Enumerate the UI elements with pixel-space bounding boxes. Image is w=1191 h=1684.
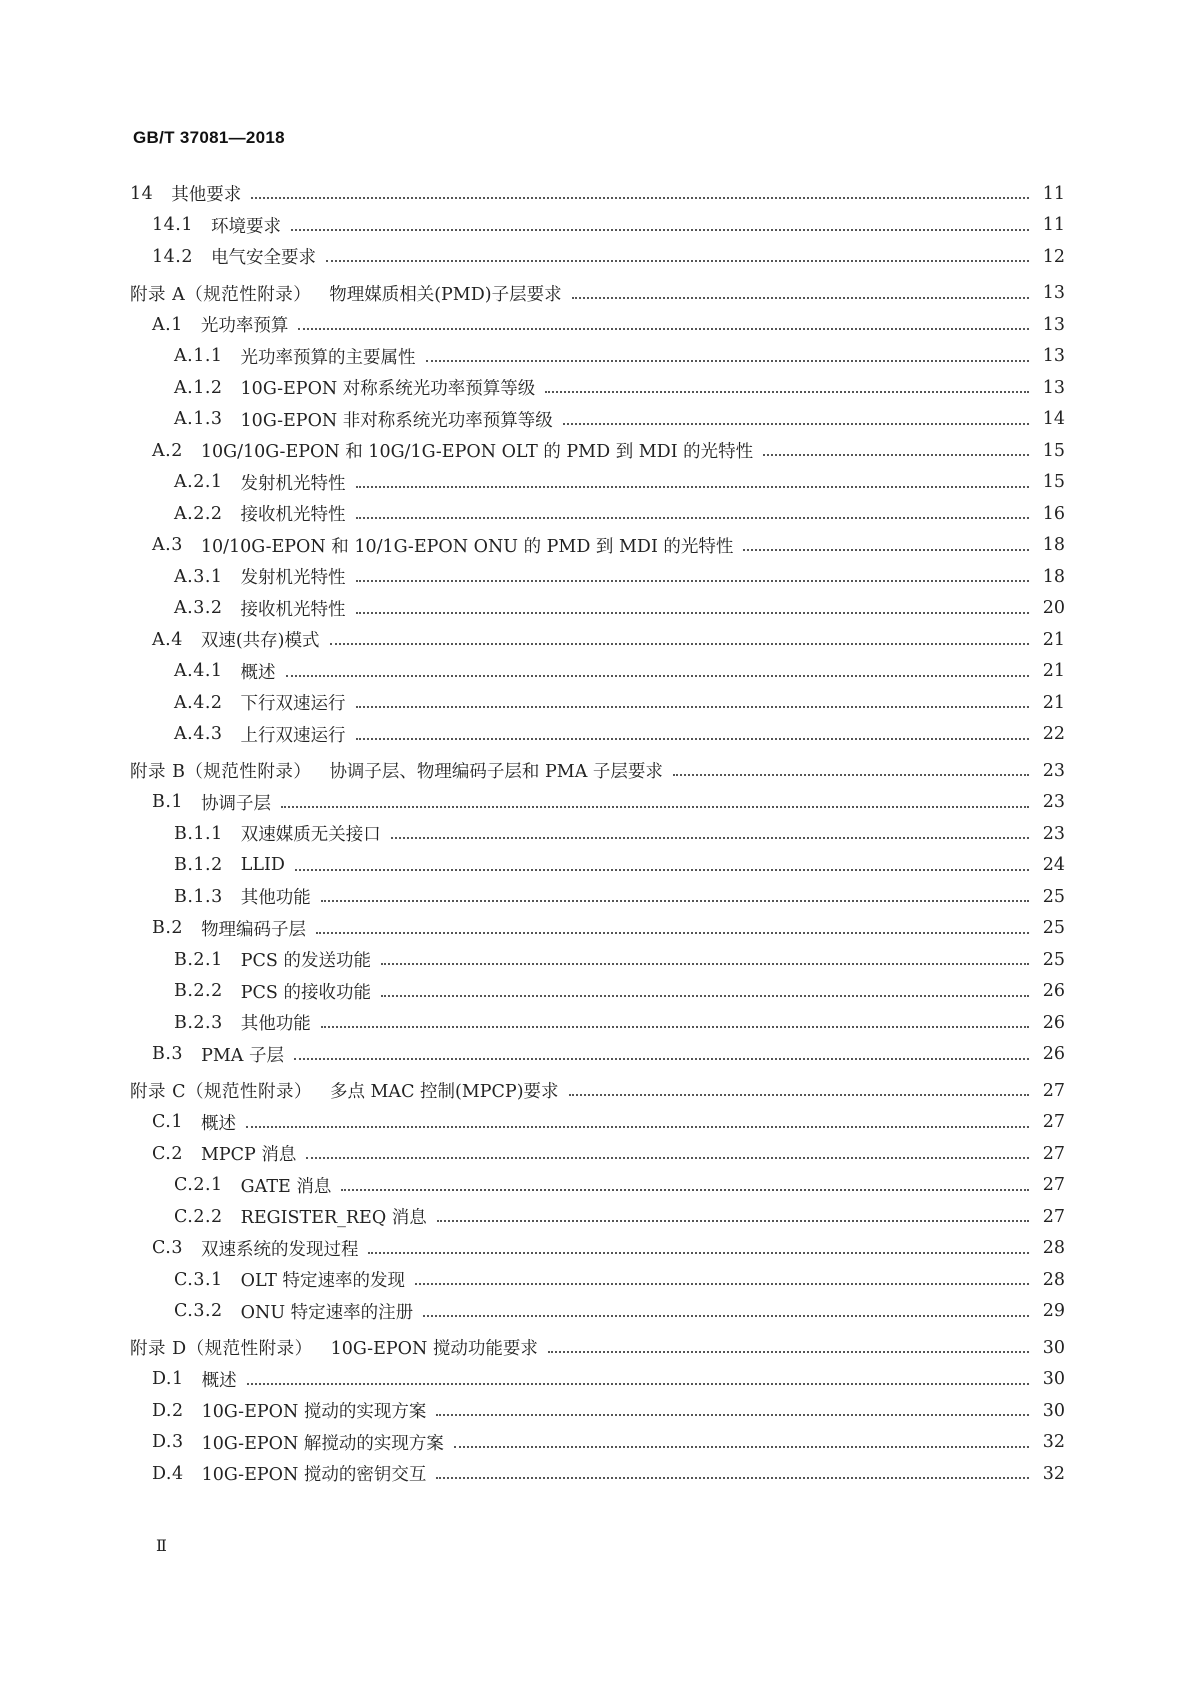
toc-leader-dots bbox=[572, 296, 1029, 299]
toc-entry[interactable] bbox=[130, 656, 1065, 688]
toc-entry-page: 25 bbox=[1042, 918, 1065, 939]
toc-entry-number: B.1.2 bbox=[174, 855, 223, 876]
toc-entry[interactable] bbox=[130, 1233, 1065, 1265]
toc-entry-title: 发射机光特性 bbox=[240, 568, 346, 589]
toc-leader-dots bbox=[569, 1093, 1029, 1096]
toc-entry-title: 上行双速运行 bbox=[240, 725, 346, 746]
toc-entry-page: 13 bbox=[1042, 377, 1065, 398]
toc-entry-title: PMA 子层 bbox=[201, 1045, 284, 1066]
toc-entry-page: 23 bbox=[1042, 792, 1065, 813]
table-of-contents bbox=[130, 178, 1065, 1490]
toc-entry[interactable] bbox=[130, 1458, 1065, 1490]
toc-entry-page: 28 bbox=[1042, 1269, 1065, 1290]
toc-leader-dots bbox=[381, 994, 1029, 997]
toc-entry-number: B.1.1 bbox=[174, 823, 223, 844]
toc-leader-dots bbox=[356, 611, 1029, 614]
toc-entry-number: C.2 bbox=[152, 1143, 183, 1164]
toc-entry-title: LLID bbox=[240, 855, 285, 876]
toc-entry-title: 接收机光特性 bbox=[240, 599, 346, 620]
toc-entry-page: 21 bbox=[1042, 629, 1065, 650]
toc-entry-page: 27 bbox=[1042, 1112, 1065, 1133]
toc-entry-page: 26 bbox=[1042, 981, 1065, 1002]
toc-entry[interactable] bbox=[130, 309, 1065, 341]
toc-entry[interactable] bbox=[130, 1170, 1065, 1202]
toc-entry-title: 10G-EPON 解搅动的实现方案 bbox=[201, 1433, 444, 1454]
toc-entry-page: 23 bbox=[1042, 823, 1065, 844]
toc-entry-number: A.2.2 bbox=[174, 503, 223, 524]
toc-leader-dots bbox=[316, 931, 1029, 934]
toc-entry-page: 21 bbox=[1042, 661, 1065, 682]
toc-entry-number: A.4 bbox=[152, 629, 183, 650]
toc-entry-title: 物理媒质相关(PMD)子层要求 bbox=[329, 284, 562, 305]
toc-entry-title: 环境要求 bbox=[210, 216, 281, 237]
toc-entry-number: A.3 bbox=[152, 535, 183, 556]
toc-entry-page: 16 bbox=[1042, 503, 1065, 524]
toc-entry-title: 协调子层、物理编码子层和 PMA 子层要求 bbox=[329, 762, 663, 783]
toc-entry-page: 27 bbox=[1042, 1080, 1065, 1101]
toc-entry-page: 32 bbox=[1042, 1432, 1065, 1453]
toc-entry-number: D.3 bbox=[152, 1432, 184, 1453]
toc-entry-page: 13 bbox=[1042, 346, 1065, 367]
toc-leader-dots bbox=[321, 1025, 1029, 1028]
toc-leader-dots bbox=[356, 579, 1029, 582]
toc-entry-title: 光功率预算 bbox=[200, 316, 289, 337]
toc-entry-number: 附录 A（规范性附录） bbox=[130, 284, 312, 305]
toc-entry-page: 24 bbox=[1042, 855, 1065, 876]
toc-entry-page: 26 bbox=[1042, 1012, 1065, 1033]
toc-entry-number: C.3.2 bbox=[174, 1301, 223, 1322]
toc-leader-dots bbox=[415, 1282, 1029, 1285]
toc-entry-title: PCS 的发送功能 bbox=[240, 951, 371, 972]
toc-entry-title: 发射机光特性 bbox=[240, 473, 346, 494]
toc-entry-page: 29 bbox=[1042, 1301, 1065, 1322]
toc-entry-number: B.2.1 bbox=[174, 949, 223, 970]
toc-entry-number: C.1 bbox=[152, 1112, 183, 1133]
toc-leader-dots bbox=[743, 548, 1029, 551]
toc-entry-title: 其他功能 bbox=[240, 1014, 311, 1035]
toc-entry[interactable] bbox=[130, 530, 1065, 562]
toc-entry-number: A.1.1 bbox=[174, 346, 223, 367]
toc-leader-dots bbox=[294, 1057, 1029, 1060]
toc-entry-number: A.1 bbox=[152, 314, 183, 335]
toc-leader-dots bbox=[391, 836, 1029, 839]
toc-entry[interactable] bbox=[130, 976, 1065, 1008]
toc-entry-page: 13 bbox=[1042, 283, 1065, 304]
toc-leader-dots bbox=[356, 516, 1029, 519]
toc-leader-dots bbox=[326, 259, 1029, 262]
toc-entry-title: MPCP 消息 bbox=[200, 1145, 297, 1166]
toc-entry-number: D.2 bbox=[152, 1400, 184, 1421]
document-id: GB/T 37081—2018 bbox=[133, 128, 285, 147]
toc-entry-page: 25 bbox=[1042, 949, 1065, 970]
toc-entry-title: PCS 的接收功能 bbox=[240, 982, 371, 1003]
toc-entry-number: B.2 bbox=[152, 918, 184, 939]
toc-entry-number: 附录 C（规范性附录） bbox=[130, 1082, 312, 1103]
toc-entry[interactable] bbox=[130, 755, 1065, 787]
toc-entry-number: A.2 bbox=[152, 440, 183, 461]
toc-entry-title: 其他功能 bbox=[240, 888, 311, 909]
toc-entry-page: 21 bbox=[1042, 692, 1065, 713]
toc-entry-title: 多点 MAC 控制(MPCP)要求 bbox=[329, 1082, 559, 1103]
toc-entry-number: A.3.2 bbox=[174, 598, 223, 619]
toc-leader-dots bbox=[436, 1413, 1029, 1416]
toc-entry-title: 双速媒质无关接口 bbox=[240, 825, 381, 846]
toc-leader-dots bbox=[545, 390, 1029, 393]
toc-entry-title: 其他要求 bbox=[171, 185, 242, 206]
toc-entry[interactable] bbox=[130, 787, 1065, 819]
toc-entry-number: B.1 bbox=[152, 792, 184, 813]
toc-entry-title: 10G/10G-EPON 和 10G/1G-EPON OLT 的 PMD 到 MDI 的光特性 bbox=[200, 442, 754, 463]
toc-leader-dots bbox=[368, 1251, 1029, 1254]
toc-leader-dots bbox=[437, 1219, 1029, 1222]
toc-entry-title: 10G-EPON 搅动的密钥交互 bbox=[201, 1465, 427, 1486]
toc-entry-number: D.4 bbox=[152, 1463, 184, 1484]
toc-entry-title: ONU 特定速率的注册 bbox=[240, 1302, 414, 1323]
toc-entry[interactable] bbox=[130, 210, 1065, 242]
toc-entry[interactable] bbox=[130, 1296, 1065, 1328]
toc-entry-number: C.2.1 bbox=[174, 1175, 223, 1196]
toc-leader-dots bbox=[423, 1314, 1029, 1317]
toc-entry-title: GATE 消息 bbox=[240, 1176, 332, 1197]
page-number: Ⅱ bbox=[156, 1536, 167, 1555]
toc-leader-dots bbox=[281, 805, 1029, 808]
toc-entry-number: C.3 bbox=[152, 1238, 183, 1259]
toc-entry-number: A.3.1 bbox=[174, 566, 223, 587]
toc-entry-page: 18 bbox=[1042, 535, 1065, 556]
toc-entry-title: 双速(共存)模式 bbox=[200, 631, 320, 652]
toc-entry-title: OLT 特定速率的发现 bbox=[240, 1271, 405, 1292]
toc-entry-number: B.1.3 bbox=[174, 886, 223, 907]
toc-entry-title: 物理编码子层 bbox=[201, 919, 307, 940]
toc-entry[interactable] bbox=[130, 1395, 1065, 1427]
toc-entry[interactable] bbox=[130, 178, 1065, 210]
toc-entry-title: 光功率预算的主要属性 bbox=[240, 347, 416, 368]
toc-entry-number: 附录 B（规范性附录） bbox=[130, 762, 312, 783]
toc-entry[interactable] bbox=[130, 687, 1065, 719]
toc-entry-title: 概述 bbox=[201, 1370, 237, 1391]
toc-entry-number: 附录 D（规范性附录） bbox=[130, 1339, 313, 1360]
toc-entry-page: 14 bbox=[1042, 409, 1065, 430]
toc-entry-page: 32 bbox=[1042, 1463, 1065, 1484]
toc-entry-number: A.1.2 bbox=[174, 377, 223, 398]
toc-entry-number: B.3 bbox=[152, 1044, 184, 1065]
toc-entry-page: 13 bbox=[1042, 314, 1065, 335]
toc-leader-dots bbox=[321, 899, 1029, 902]
toc-entry[interactable] bbox=[130, 1332, 1065, 1364]
toc-entry[interactable] bbox=[130, 278, 1065, 310]
toc-entry-page: 27 bbox=[1042, 1206, 1065, 1227]
toc-entry[interactable] bbox=[130, 341, 1065, 373]
toc-entry[interactable] bbox=[130, 1075, 1065, 1107]
toc-entry[interactable] bbox=[130, 944, 1065, 976]
toc-leader-dots bbox=[673, 773, 1029, 776]
toc-entry-number: A.4.2 bbox=[174, 692, 223, 713]
toc-leader-dots bbox=[291, 228, 1029, 231]
toc-leader-dots bbox=[426, 359, 1029, 362]
toc-entry-page: 30 bbox=[1042, 1400, 1065, 1421]
toc-entry[interactable] bbox=[130, 561, 1065, 593]
toc-leader-dots bbox=[341, 1188, 1029, 1191]
toc-entry-number: A.4.3 bbox=[174, 724, 223, 745]
toc-entry-number: B.2.3 bbox=[174, 1012, 223, 1033]
toc-leader-dots bbox=[381, 962, 1029, 965]
toc-entry[interactable] bbox=[130, 818, 1065, 850]
toc-leader-dots bbox=[356, 705, 1029, 708]
toc-entry-page: 30 bbox=[1042, 1369, 1065, 1390]
toc-entry[interactable] bbox=[130, 1138, 1065, 1170]
toc-entry-number: D.1 bbox=[152, 1369, 184, 1390]
toc-entry-title: 概述 bbox=[240, 662, 276, 683]
toc-entry-page: 23 bbox=[1042, 760, 1065, 781]
toc-leader-dots bbox=[330, 642, 1030, 645]
toc-entry-title: 概述 bbox=[200, 1113, 236, 1134]
toc-entry-number: 14.2 bbox=[152, 246, 193, 267]
toc-leader-dots bbox=[295, 868, 1029, 871]
toc-entry[interactable] bbox=[130, 241, 1065, 273]
toc-entry[interactable] bbox=[130, 1264, 1065, 1296]
toc-leader-dots bbox=[286, 674, 1029, 677]
toc-entry-page: 18 bbox=[1042, 566, 1065, 587]
toc-entry-page: 22 bbox=[1042, 724, 1065, 745]
toc-entry[interactable] bbox=[130, 1107, 1065, 1139]
toc-entry[interactable] bbox=[130, 1364, 1065, 1396]
toc-entry-page: 28 bbox=[1042, 1238, 1065, 1259]
toc-entry-number: A.2.1 bbox=[174, 472, 223, 493]
toc-entry-page: 25 bbox=[1042, 886, 1065, 907]
toc-entry-page: 27 bbox=[1042, 1143, 1065, 1164]
toc-entry[interactable] bbox=[130, 719, 1065, 751]
toc-entry[interactable] bbox=[130, 624, 1065, 656]
toc-entry[interactable] bbox=[130, 1427, 1065, 1459]
toc-entry-number: B.2.2 bbox=[174, 981, 223, 1002]
toc-entry[interactable] bbox=[130, 435, 1065, 467]
toc-leader-dots bbox=[247, 1382, 1029, 1385]
toc-leader-dots bbox=[763, 453, 1029, 456]
toc-entry-page: 11 bbox=[1042, 215, 1065, 236]
toc-entry-page: 12 bbox=[1042, 246, 1065, 267]
toc-entry-page: 26 bbox=[1042, 1044, 1065, 1065]
toc-leader-dots bbox=[298, 327, 1029, 330]
toc-entry[interactable] bbox=[130, 1007, 1065, 1039]
toc-entry-title: 下行双速运行 bbox=[240, 694, 346, 715]
toc-leader-dots bbox=[563, 422, 1029, 425]
toc-entry-title: 10/10G-EPON 和 10/1G-EPON ONU 的 PMD 到 MDI 的光特性 bbox=[200, 536, 734, 557]
toc-entry-title: 电气安全要求 bbox=[210, 248, 316, 269]
toc-leader-dots bbox=[306, 1156, 1029, 1159]
toc-entry-number: 14 bbox=[130, 183, 154, 204]
toc-leader-dots bbox=[356, 485, 1029, 488]
toc-leader-dots bbox=[548, 1350, 1029, 1353]
toc-entry-title: 10G-EPON 搅动功能要求 bbox=[330, 1339, 538, 1360]
toc-entry[interactable] bbox=[130, 850, 1065, 882]
toc-entry-page: 15 bbox=[1042, 440, 1065, 461]
toc-entry-title: 10G-EPON 搅动的实现方案 bbox=[201, 1402, 427, 1423]
toc-entry[interactable] bbox=[130, 467, 1065, 499]
toc-leader-dots bbox=[436, 1476, 1029, 1479]
toc-entry[interactable] bbox=[130, 372, 1065, 404]
toc-entry[interactable] bbox=[130, 881, 1065, 913]
toc-entry-title: 接收机光特性 bbox=[240, 505, 346, 526]
toc-entry-title: REGISTER_REQ 消息 bbox=[240, 1208, 427, 1229]
toc-entry-page: 15 bbox=[1042, 472, 1065, 493]
toc-entry-title: 协调子层 bbox=[201, 793, 272, 814]
toc-entry[interactable] bbox=[130, 1201, 1065, 1233]
toc-entry-page: 27 bbox=[1042, 1175, 1065, 1196]
toc-entry[interactable] bbox=[130, 498, 1065, 530]
toc-entry-number: C.2.2 bbox=[174, 1206, 223, 1227]
toc-entry[interactable] bbox=[130, 1039, 1065, 1071]
toc-entry-title: 双速系统的发现过程 bbox=[200, 1239, 359, 1260]
toc-entry-page: 20 bbox=[1042, 598, 1065, 619]
toc-entry-number: A.4.1 bbox=[174, 661, 223, 682]
toc-leader-dots bbox=[454, 1445, 1029, 1448]
toc-entry[interactable] bbox=[130, 913, 1065, 945]
toc-leader-dots bbox=[251, 196, 1029, 199]
toc-entry[interactable] bbox=[130, 593, 1065, 625]
toc-entry[interactable] bbox=[130, 404, 1065, 436]
toc-leader-dots bbox=[246, 1125, 1029, 1128]
toc-entry-page: 30 bbox=[1042, 1337, 1065, 1358]
toc-entry-title: 10G-EPON 非对称系统光功率预算等级 bbox=[240, 410, 553, 431]
toc-entry-number: C.3.1 bbox=[174, 1269, 223, 1290]
toc-entry-number: A.1.3 bbox=[174, 409, 223, 430]
toc-entry-title: 10G-EPON 对称系统光功率预算等级 bbox=[240, 379, 536, 400]
toc-entry-page: 11 bbox=[1042, 183, 1065, 204]
toc-entry-number: 14.1 bbox=[152, 215, 193, 236]
toc-leader-dots bbox=[356, 737, 1029, 740]
